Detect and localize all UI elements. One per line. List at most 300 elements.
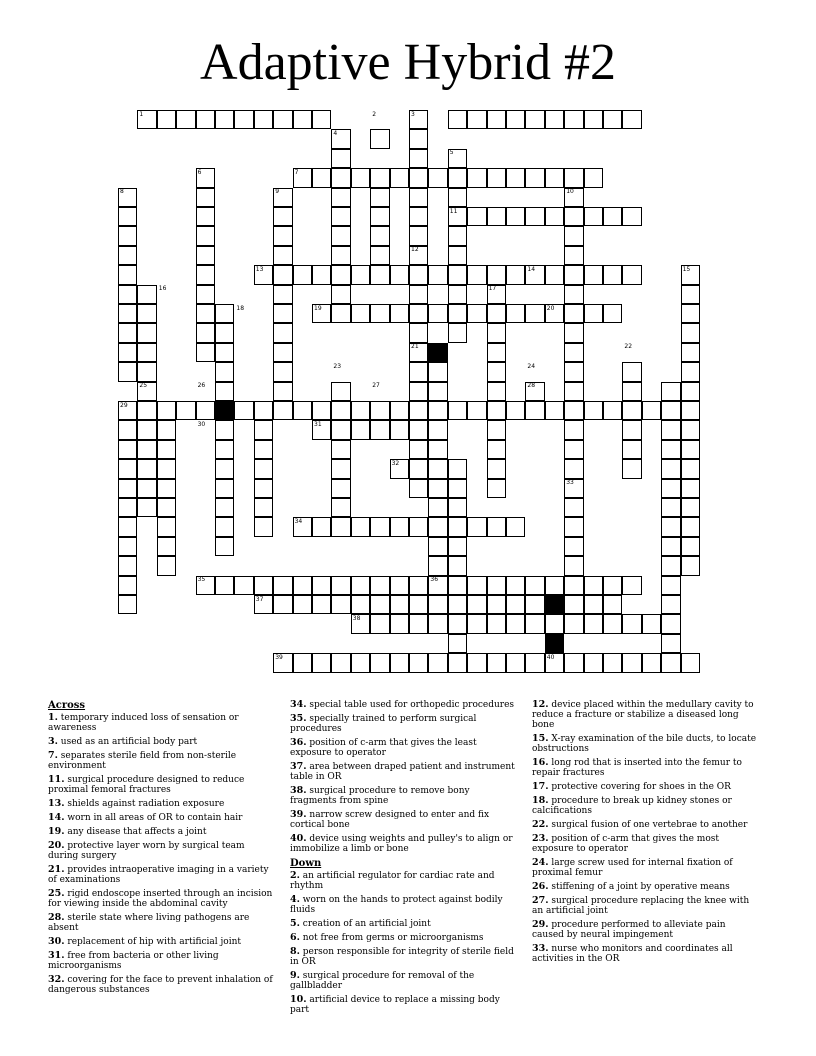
grid-cell[interactable] [118,362,137,381]
grid-cell[interactable] [622,576,641,595]
grid-cell[interactable] [293,265,312,284]
grid-cell[interactable] [273,285,292,304]
grid-cell[interactable] [409,517,428,536]
grid-cell[interactable] [448,304,467,323]
grid-cell[interactable] [331,149,350,168]
grid-cell[interactable] [487,382,506,401]
grid-cell[interactable] [603,207,622,226]
grid-cell[interactable] [661,517,680,536]
grid-cell[interactable] [331,207,350,226]
grid-cell[interactable] [390,304,409,323]
grid-cell[interactable] [487,653,506,672]
grid-cell[interactable] [448,226,467,245]
grid-cell[interactable] [487,168,506,187]
grid-cell[interactable] [428,653,447,672]
grid-cell[interactable] [525,207,544,226]
grid-cell[interactable] [254,498,273,517]
grid-cell[interactable] [331,168,350,187]
grid-cell[interactable] [661,576,680,595]
grid-cell[interactable] [428,537,447,556]
grid-cell[interactable] [390,576,409,595]
grid-cell[interactable] [622,459,641,478]
grid-cell[interactable] [351,517,370,536]
grid-cell[interactable] [409,362,428,381]
grid-cell[interactable] [196,226,215,245]
grid-cell[interactable] [118,285,137,304]
grid-cell[interactable] [273,226,292,245]
grid-cell[interactable] [118,323,137,342]
grid-cell[interactable] [215,304,234,323]
grid-cell[interactable] [254,420,273,439]
grid-cell[interactable] [254,576,273,595]
grid-cell[interactable] [622,207,641,226]
grid-cell[interactable] [351,401,370,420]
grid-cell[interactable] [118,304,137,323]
grid-cell[interactable] [118,226,137,245]
grid-cell[interactable] [118,207,137,226]
grid-cell[interactable] [196,323,215,342]
grid-cell[interactable] [448,168,467,187]
grid-cell[interactable] [506,304,525,323]
grid-cell[interactable] [428,168,447,187]
grid-cell[interactable] [428,401,447,420]
grid-cell[interactable] [273,246,292,265]
grid-cell[interactable] [196,110,215,129]
grid-cell[interactable] [409,323,428,342]
grid-cell[interactable] [428,362,447,381]
grid-cell[interactable] [448,323,467,342]
grid-cell[interactable] [506,653,525,672]
grid-cell[interactable] [254,401,273,420]
grid-cell[interactable] [448,595,467,614]
grid-cell[interactable] [409,285,428,304]
grid-cell[interactable] [681,517,700,536]
grid-cell[interactable] [331,595,350,614]
grid-cell[interactable] [157,401,176,420]
grid-cell[interactable] [428,459,447,478]
grid-cell[interactable] [118,498,137,517]
grid-cell[interactable] [506,576,525,595]
grid-cell[interactable] [487,110,506,129]
grid-cell[interactable] [564,576,583,595]
grid-cell[interactable] [622,614,641,633]
grid-cell[interactable] [196,304,215,323]
grid-cell[interactable] [331,440,350,459]
grid-cell[interactable] [312,595,331,614]
grid-cell[interactable] [564,246,583,265]
grid-cell[interactable] [661,595,680,614]
grid-cell[interactable] [506,265,525,284]
grid-cell[interactable] [448,285,467,304]
grid-cell[interactable] [603,110,622,129]
grid-cell[interactable] [584,595,603,614]
grid-cell[interactable] [196,246,215,265]
grid-cell[interactable] [215,382,234,401]
grid-cell[interactable] [428,614,447,633]
grid-cell[interactable] [118,479,137,498]
grid-cell[interactable] [584,207,603,226]
grid-cell[interactable] [661,401,680,420]
grid-cell[interactable] [467,304,486,323]
grid-cell[interactable] [564,517,583,536]
grid-cell[interactable] [525,304,544,323]
grid-cell[interactable] [293,595,312,614]
grid-cell[interactable] [273,382,292,401]
grid-cell[interactable] [331,188,350,207]
grid-cell[interactable] [273,576,292,595]
grid-cell[interactable] [118,343,137,362]
grid-cell[interactable] [487,207,506,226]
grid-cell[interactable] [564,498,583,517]
grid-cell[interactable] [584,110,603,129]
grid-cell[interactable] [409,479,428,498]
grid-cell[interactable] [584,576,603,595]
grid-cell[interactable] [681,323,700,342]
grid-cell[interactable] [428,382,447,401]
grid-cell[interactable] [584,401,603,420]
grid-cell[interactable] [370,517,389,536]
grid-cell[interactable] [331,420,350,439]
grid-cell[interactable] [370,595,389,614]
grid-cell[interactable] [409,595,428,614]
grid-cell[interactable] [487,440,506,459]
grid-cell[interactable] [448,576,467,595]
grid-cell[interactable] [137,440,156,459]
grid-cell[interactable] [157,479,176,498]
grid-cell[interactable] [118,440,137,459]
grid-cell[interactable] [118,595,137,614]
grid-cell[interactable] [564,537,583,556]
grid-cell[interactable] [351,265,370,284]
grid-cell[interactable] [506,110,525,129]
grid-cell[interactable] [273,323,292,342]
grid-cell[interactable] [331,459,350,478]
grid-cell[interactable] [506,168,525,187]
grid-cell[interactable] [390,653,409,672]
grid-cell[interactable] [273,343,292,362]
grid-cell[interactable] [525,168,544,187]
grid-cell[interactable] [525,595,544,614]
grid-cell[interactable] [215,362,234,381]
grid-cell[interactable] [390,595,409,614]
grid-cell[interactable] [661,382,680,401]
grid-cell[interactable] [545,168,564,187]
grid-cell[interactable] [467,576,486,595]
grid-cell[interactable] [622,653,641,672]
grid-cell[interactable] [215,420,234,439]
grid-cell[interactable] [428,517,447,536]
grid-cell[interactable] [312,110,331,129]
grid-cell[interactable] [137,323,156,342]
grid-cell[interactable] [642,401,661,420]
grid-cell[interactable] [661,420,680,439]
grid-cell[interactable] [564,653,583,672]
grid-cell[interactable] [448,246,467,265]
grid-cell[interactable] [118,556,137,575]
grid-cell[interactable] [564,207,583,226]
grid-cell[interactable] [157,459,176,478]
grid-cell[interactable] [196,265,215,284]
grid-cell[interactable] [390,614,409,633]
grid-cell[interactable] [370,265,389,284]
grid-cell[interactable] [487,479,506,498]
grid-cell[interactable] [564,440,583,459]
grid-cell[interactable] [234,110,253,129]
grid-cell[interactable] [409,129,428,148]
grid-cell[interactable] [584,265,603,284]
grid-cell[interactable] [409,653,428,672]
grid-cell[interactable] [215,517,234,536]
grid-cell[interactable] [409,304,428,323]
grid-cell[interactable] [506,517,525,536]
grid-cell[interactable] [564,420,583,439]
grid-cell[interactable] [273,304,292,323]
grid-cell[interactable] [622,362,641,381]
grid-cell[interactable] [370,304,389,323]
grid-cell[interactable] [137,362,156,381]
grid-cell[interactable] [661,614,680,633]
grid-cell[interactable] [331,576,350,595]
grid-cell[interactable] [428,304,447,323]
grid-cell[interactable] [409,207,428,226]
grid-cell[interactable] [176,110,195,129]
grid-cell[interactable] [331,246,350,265]
grid-cell[interactable] [681,420,700,439]
grid-cell[interactable] [428,479,447,498]
grid-cell[interactable] [603,304,622,323]
grid-cell[interactable] [273,207,292,226]
grid-cell[interactable] [273,362,292,381]
grid-cell[interactable] [584,168,603,187]
grid-cell[interactable] [370,168,389,187]
grid-cell[interactable] [331,226,350,245]
grid-cell[interactable] [642,614,661,633]
grid-cell[interactable] [681,479,700,498]
grid-cell[interactable] [467,207,486,226]
grid-cell[interactable] [215,343,234,362]
grid-cell[interactable] [215,479,234,498]
grid-cell[interactable] [176,401,195,420]
grid-cell[interactable] [661,440,680,459]
grid-cell[interactable] [409,168,428,187]
grid-cell[interactable] [603,265,622,284]
grid-cell[interactable] [370,653,389,672]
grid-cell[interactable] [681,343,700,362]
grid-cell[interactable] [448,498,467,517]
grid-cell[interactable] [622,110,641,129]
grid-cell[interactable] [603,595,622,614]
grid-cell[interactable] [293,401,312,420]
grid-cell[interactable] [351,576,370,595]
grid-cell[interactable] [428,556,447,575]
grid-cell[interactable] [448,401,467,420]
grid-cell[interactable] [448,653,467,672]
grid-cell[interactable] [467,168,486,187]
grid-cell[interactable] [390,401,409,420]
grid-cell[interactable] [564,382,583,401]
grid-cell[interactable] [331,304,350,323]
grid-cell[interactable] [564,595,583,614]
grid-cell[interactable] [390,265,409,284]
grid-cell[interactable] [331,401,350,420]
grid-cell[interactable] [215,440,234,459]
grid-cell[interactable] [137,304,156,323]
grid-cell[interactable] [409,459,428,478]
grid-cell[interactable] [331,498,350,517]
grid-cell[interactable] [661,537,680,556]
grid-cell[interactable] [273,110,292,129]
grid-cell[interactable] [215,576,234,595]
grid-cell[interactable] [293,576,312,595]
grid-cell[interactable] [409,576,428,595]
grid-cell[interactable] [506,614,525,633]
grid-cell[interactable] [196,285,215,304]
grid-cell[interactable] [428,595,447,614]
grid-cell[interactable] [603,576,622,595]
grid-cell[interactable] [564,226,583,245]
grid-cell[interactable] [487,343,506,362]
grid-cell[interactable] [603,653,622,672]
grid-cell[interactable] [157,498,176,517]
grid-cell[interactable] [351,168,370,187]
grid-cell[interactable] [118,517,137,536]
grid-cell[interactable] [157,556,176,575]
grid-cell[interactable] [118,576,137,595]
grid-cell[interactable] [273,401,292,420]
grid-cell[interactable] [409,382,428,401]
grid-cell[interactable] [312,168,331,187]
grid-cell[interactable] [215,498,234,517]
grid-cell[interactable] [137,420,156,439]
grid-cell[interactable] [661,479,680,498]
grid-cell[interactable] [254,517,273,536]
grid-cell[interactable] [331,517,350,536]
grid-cell[interactable] [506,207,525,226]
grid-cell[interactable] [331,285,350,304]
grid-cell[interactable] [525,401,544,420]
grid-cell[interactable] [506,401,525,420]
grid-cell[interactable] [390,517,409,536]
grid-cell[interactable] [428,265,447,284]
grid-cell[interactable] [681,285,700,304]
grid-cell[interactable] [681,440,700,459]
grid-cell[interactable] [118,265,137,284]
grid-cell[interactable] [409,226,428,245]
grid-cell[interactable] [157,537,176,556]
grid-cell[interactable] [487,362,506,381]
grid-cell[interactable] [467,401,486,420]
grid-cell[interactable] [448,188,467,207]
grid-cell[interactable] [681,556,700,575]
grid-cell[interactable] [448,110,467,129]
grid-cell[interactable] [681,653,700,672]
grid-cell[interactable] [234,576,253,595]
grid-cell[interactable] [118,246,137,265]
grid-cell[interactable] [525,576,544,595]
grid-cell[interactable] [390,420,409,439]
grid-cell[interactable] [467,653,486,672]
grid-cell[interactable] [234,401,253,420]
grid-cell[interactable] [448,537,467,556]
grid-cell[interactable] [545,576,564,595]
grid-cell[interactable] [331,653,350,672]
grid-cell[interactable] [545,614,564,633]
grid-cell[interactable] [157,420,176,439]
grid-cell[interactable] [254,110,273,129]
grid-cell[interactable] [487,401,506,420]
grid-cell[interactable] [157,110,176,129]
grid-cell[interactable] [506,595,525,614]
grid-cell[interactable] [428,440,447,459]
grid-cell[interactable] [564,323,583,342]
grid-cell[interactable] [487,459,506,478]
grid-cell[interactable] [487,517,506,536]
grid-cell[interactable] [487,614,506,633]
grid-cell[interactable] [137,285,156,304]
grid-cell[interactable] [487,595,506,614]
grid-cell[interactable] [137,479,156,498]
grid-cell[interactable] [196,401,215,420]
grid-cell[interactable] [603,614,622,633]
grid-cell[interactable] [545,401,564,420]
grid-cell[interactable] [390,168,409,187]
grid-cell[interactable] [312,401,331,420]
grid-cell[interactable] [137,401,156,420]
grid-cell[interactable] [564,362,583,381]
grid-cell[interactable] [661,459,680,478]
grid-cell[interactable] [487,576,506,595]
grid-cell[interactable] [681,304,700,323]
grid-cell[interactable] [293,110,312,129]
grid-cell[interactable] [622,420,641,439]
grid-cell[interactable] [215,323,234,342]
grid-cell[interactable] [331,265,350,284]
grid-cell[interactable] [584,653,603,672]
grid-cell[interactable] [642,653,661,672]
grid-cell[interactable] [312,517,331,536]
grid-cell[interactable] [564,614,583,633]
grid-cell[interactable] [254,459,273,478]
grid-cell[interactable] [409,420,428,439]
grid-cell[interactable] [448,634,467,653]
grid-cell[interactable] [622,265,641,284]
grid-cell[interactable] [196,188,215,207]
grid-cell[interactable] [409,440,428,459]
grid-cell[interactable] [622,440,641,459]
grid-cell[interactable] [564,285,583,304]
grid-cell[interactable] [196,207,215,226]
grid-cell[interactable] [545,265,564,284]
grid-cell[interactable] [137,343,156,362]
grid-cell[interactable] [351,595,370,614]
grid-cell[interactable] [370,207,389,226]
grid-cell[interactable] [661,634,680,653]
grid-cell[interactable] [293,653,312,672]
grid-cell[interactable] [487,420,506,439]
grid-cell[interactable] [409,265,428,284]
grid-cell[interactable] [273,595,292,614]
grid-cell[interactable] [661,498,680,517]
grid-cell[interactable] [370,614,389,633]
grid-cell[interactable] [584,614,603,633]
grid-cell[interactable] [370,129,389,148]
grid-cell[interactable] [487,265,506,284]
grid-cell[interactable] [603,401,622,420]
grid-cell[interactable] [448,459,467,478]
grid-cell[interactable] [564,110,583,129]
grid-cell[interactable] [584,304,603,323]
grid-cell[interactable] [428,498,447,517]
